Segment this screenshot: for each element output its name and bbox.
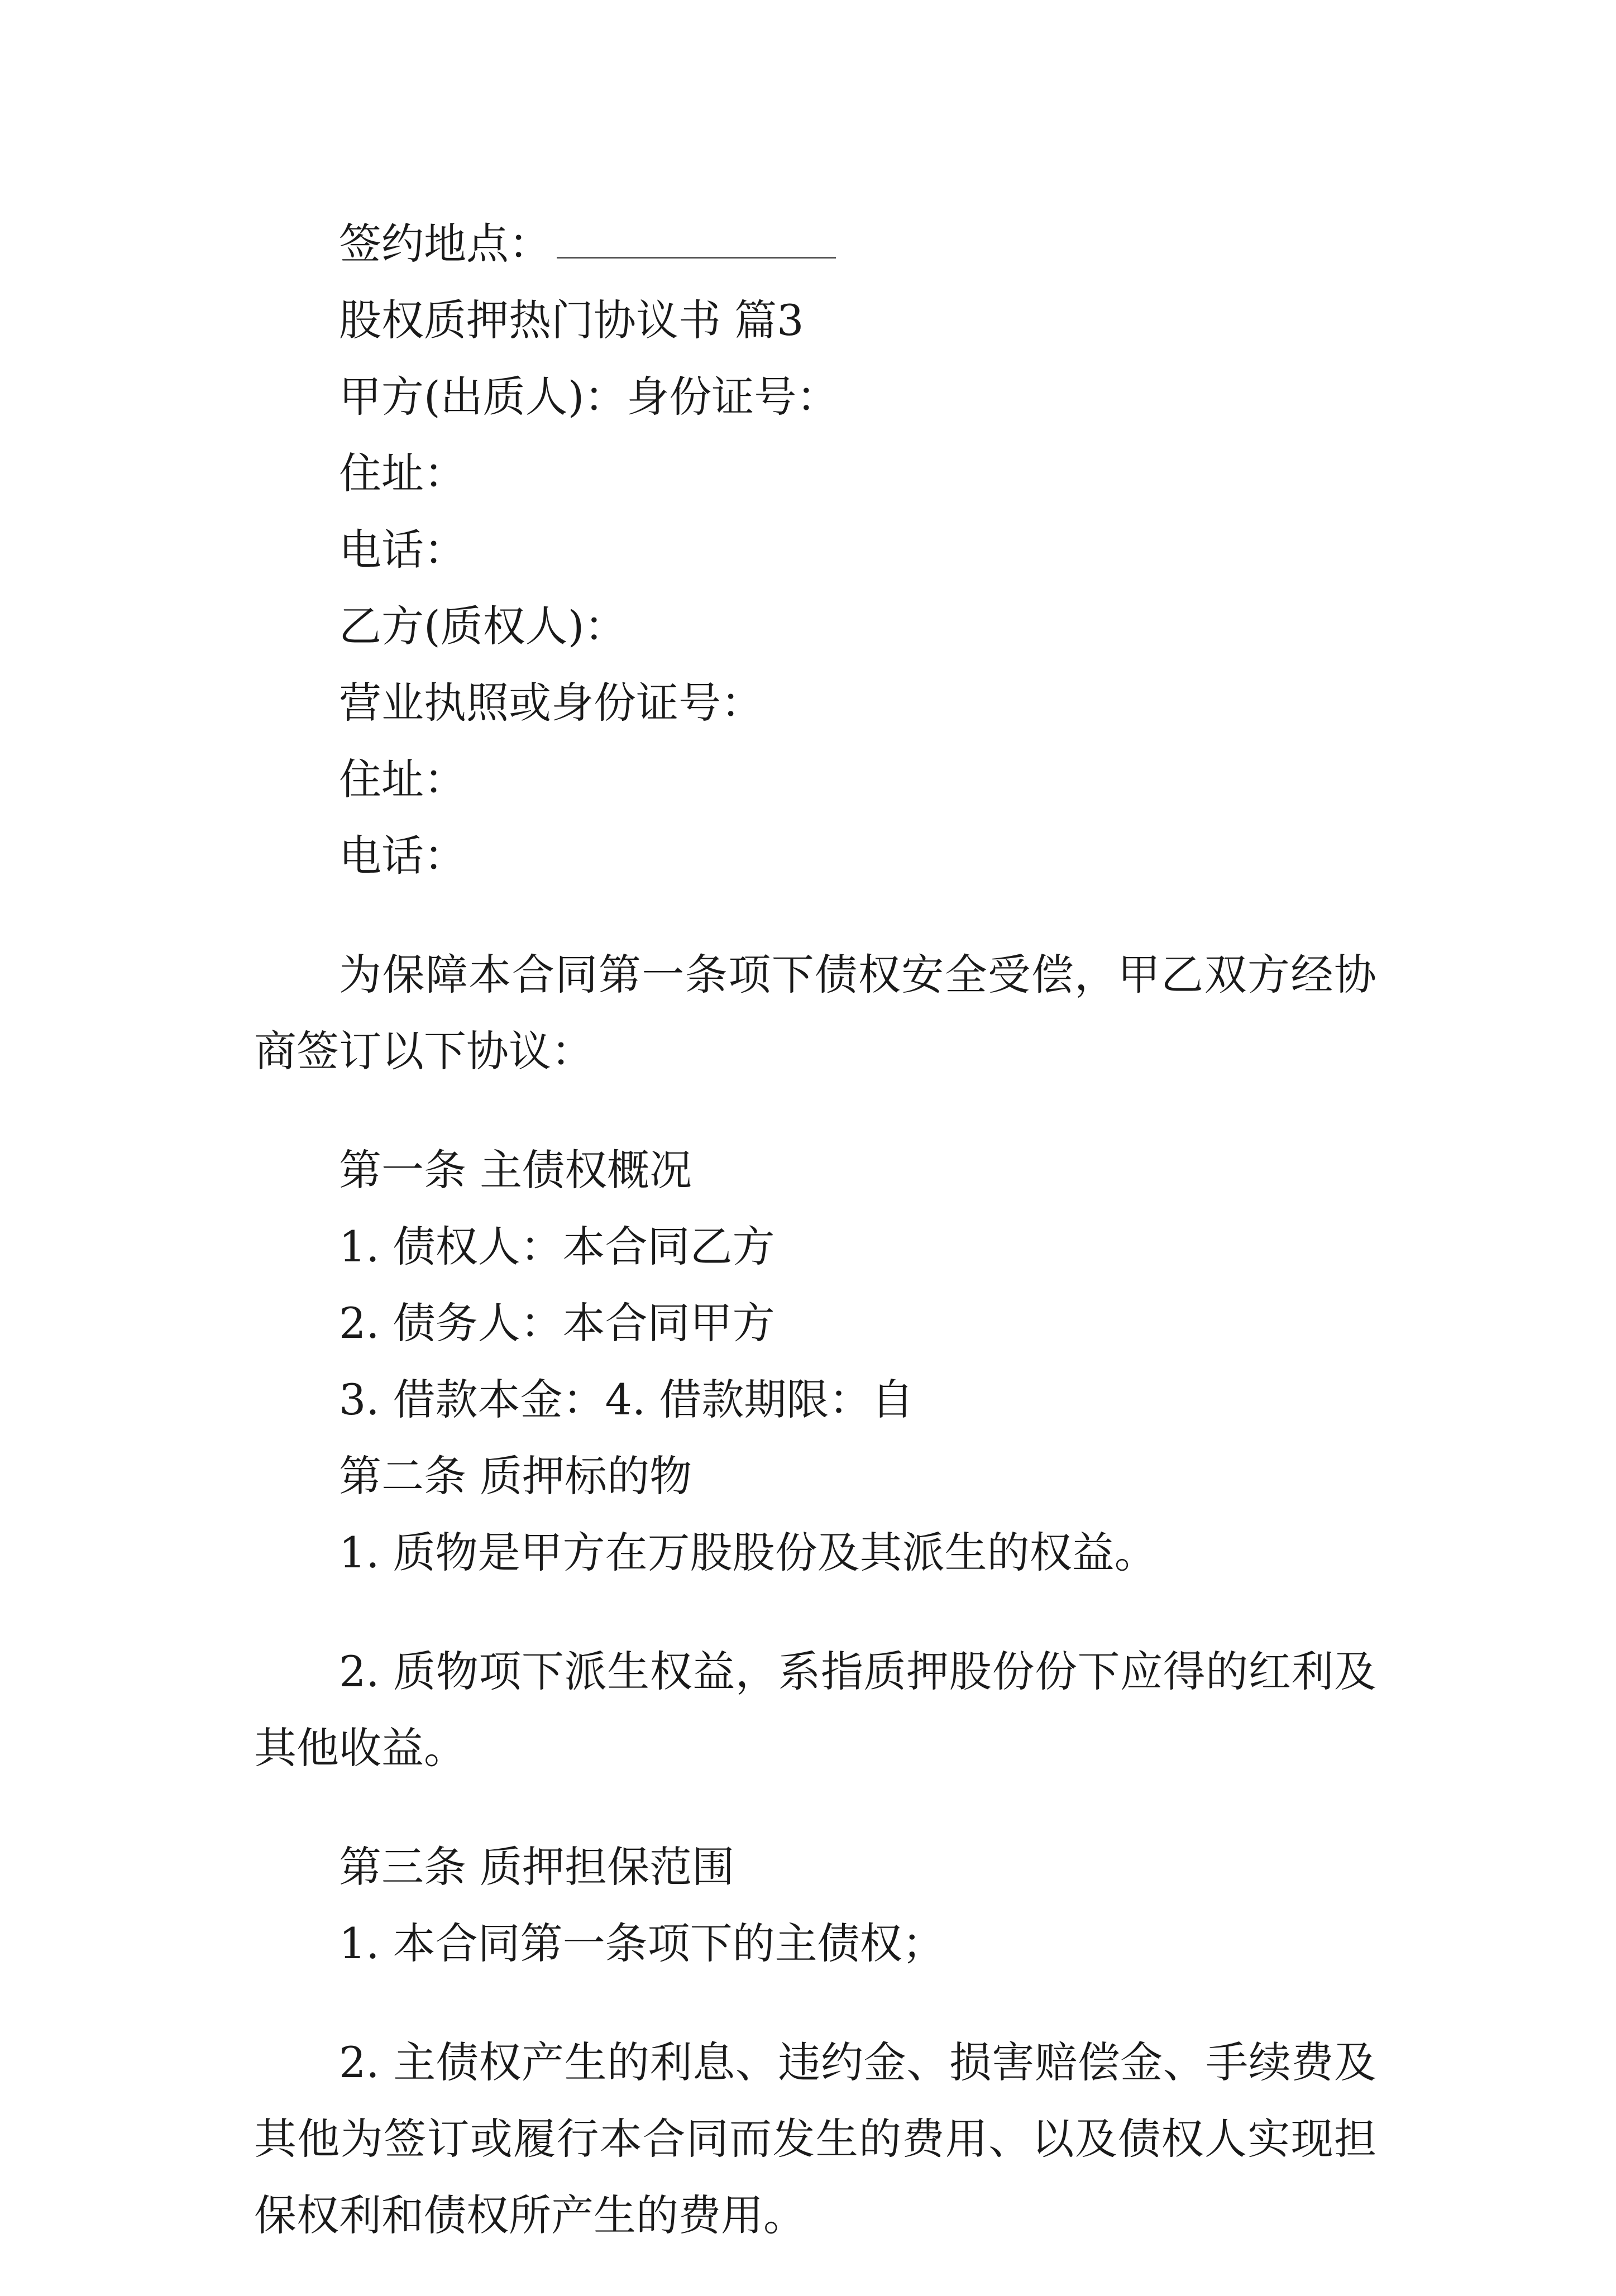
article-2-item-2: 2. 质物项下派生权益，系指质押股份份下应得的红利及其他收益。 (254, 1647, 1376, 1773)
signing-place-blank (557, 220, 836, 259)
article-3-item-2: 2. 主债权产生的利息、违约金、损害赔偿金、手续费及其他为签订或履行本合同而发生的费用、以及债权人实现担保权利和债权所产生的费用。 (254, 2037, 1376, 2240)
article-1-title: 第一条 主债权概况 (339, 1145, 692, 1195)
article-3-title: 第三条 质押担保范围 (339, 1842, 735, 1892)
party-b-line: 乙方(质权人)： (339, 601, 627, 651)
party-a-phone-line: 电话： (339, 525, 466, 575)
preamble-paragraph: 为保障本合同第一条项下债权安全受偿，甲乙双方经协商签订以下协议： (254, 950, 1376, 1076)
article-1-item-3: 3. 借款本金：4. 借款期限：自 (339, 1375, 914, 1424)
party-a-address-line: 住址： (339, 448, 466, 498)
article-1-item-2: 2. 债务人：本合同甲方 (339, 1298, 775, 1348)
party-a-line: 甲方(出质人)：身份证号： (339, 372, 839, 422)
signing-place-label: 签约地点： (339, 219, 551, 269)
document-heading: 股权质押热门协议书 篇3 (339, 295, 804, 345)
article-1-item-1: 1. 债权人：本合同乙方 (339, 1222, 775, 1271)
party-b-phone-line: 电话： (339, 831, 466, 881)
signing-place-line (254, 205, 1376, 282)
article-2-title: 第二条 质押标的物 (339, 1451, 692, 1501)
party-b-address-line: 住址： (339, 754, 466, 804)
article-2-item-1: 1. 质物是甲方在万股股份及其派生的权益。 (339, 1528, 1157, 1577)
article-3-item-1: 1. 本合同第一条项下的主债权； (339, 1919, 945, 1968)
document-body (254, 205, 1376, 2296)
party-b-license-line: 营业执照或身份证号： (339, 678, 763, 728)
